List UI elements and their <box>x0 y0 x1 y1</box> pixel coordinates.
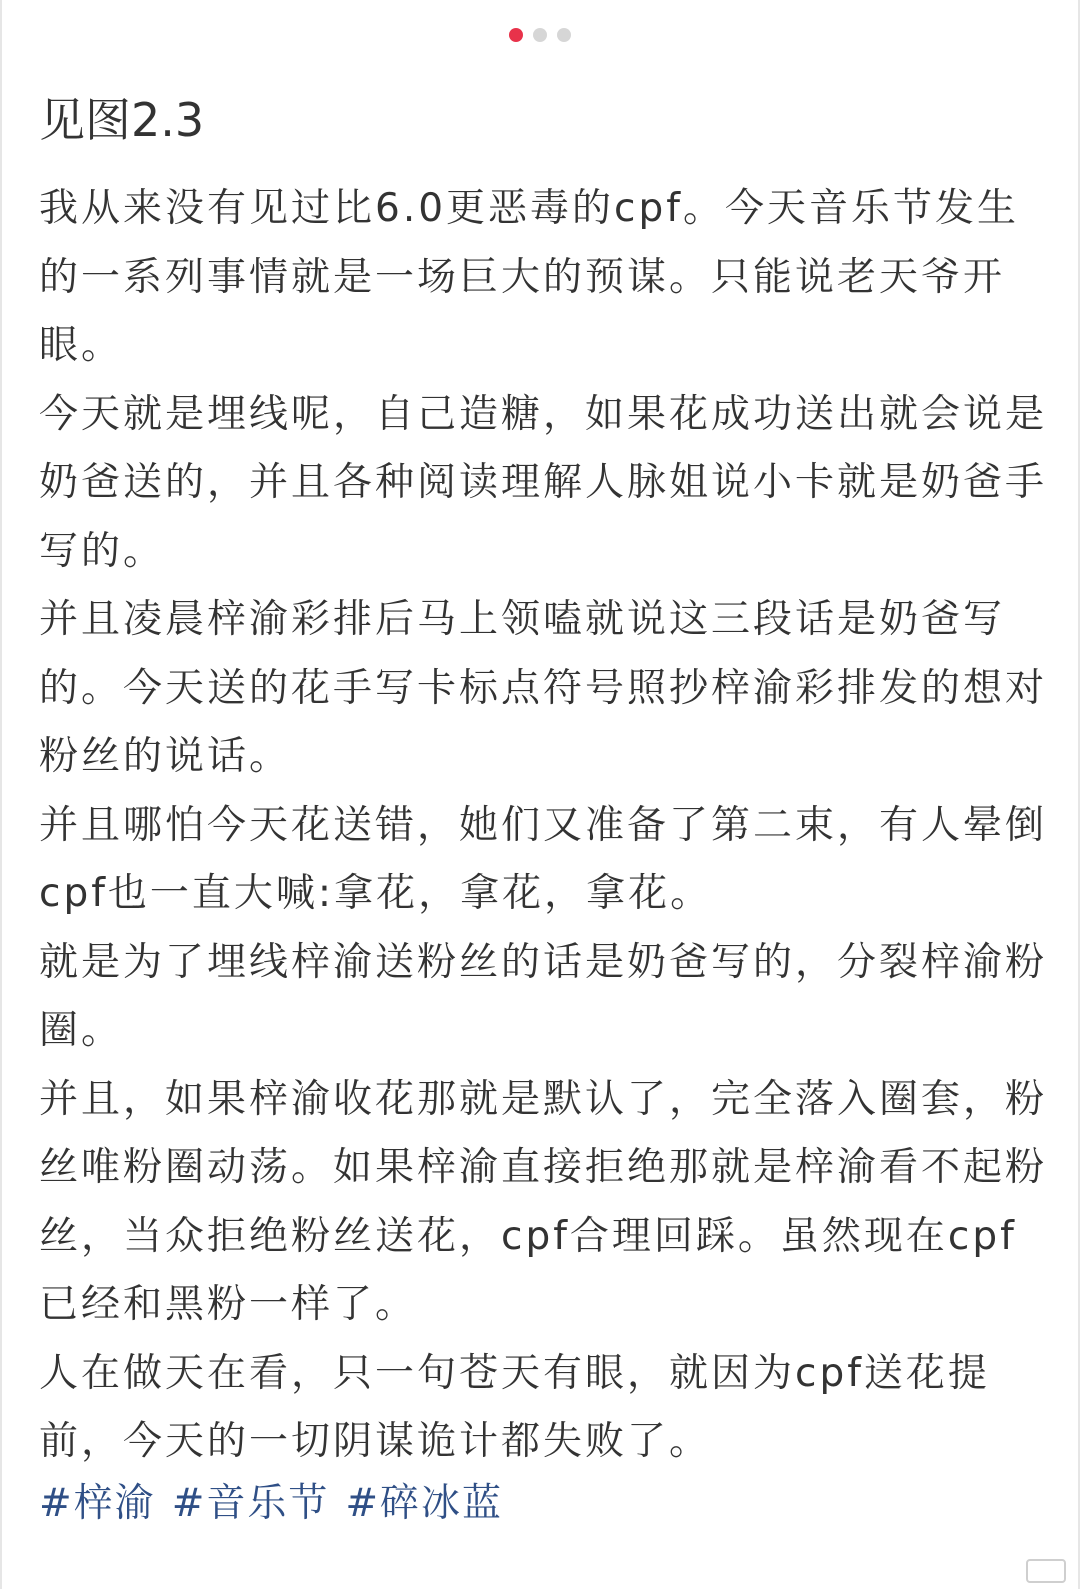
post-paragraph: 我从来没有见过比6.0更恶毒的cpf。今天音乐节发生的一系列事情就是一场巨大的预谋。只能说老天爷开眼。 <box>39 186 1019 368</box>
hashtag-link[interactable]: #音乐节 <box>171 1481 330 1526</box>
hashtag-link[interactable]: #梓渝 <box>39 1481 156 1526</box>
post-paragraph: 并且哪怕今天花送错，她们又准备了第二束，有人晕倒cpf也一直大喊:拿花，拿花，拿花。 <box>39 802 1048 916</box>
post-paragraph: 今天就是埋线呢，自己造糖，如果花成功送出就会说是奶爸送的，并且各种阅读理解人脉姐说小卡就是奶爸手写的。 <box>39 391 1048 574</box>
hashtag-link[interactable]: #碎冰蓝 <box>345 1481 504 1526</box>
post-tags <box>39 1470 503 1538</box>
pager-dot-3[interactable] <box>557 28 571 42</box>
post-paragraph: 人在做天在看，只一句苍天有眼，就因为cpf送花提前，今天的一切阴谋诡计都失败了。 <box>39 1350 990 1464</box>
pager-dot-2[interactable] <box>533 28 547 42</box>
fullscreen-icon[interactable] <box>1026 1559 1066 1583</box>
post-paragraph: 并且凌晨梓渝彩排后马上领嗑就说这三段话是奶爸写的。今天送的花手写卡标点符号照抄梓渝彩排发的想对粉丝的说话。 <box>39 597 1048 779</box>
post-body <box>39 175 1049 1477</box>
pager-dot-1[interactable] <box>509 28 523 42</box>
post-paragraph: 并且，如果梓渝收花那就是默认了，完全落入圈套，粉丝唯粉圈动荡。如果梓渝直接拒绝那就是梓渝看不起粉丝，当众拒绝粉丝送花，cpf合理回踩。虽然现在cpf已经和黑粉一样了。 <box>39 1076 1048 1327</box>
image-pager[interactable] <box>2 28 1078 42</box>
post-title: 见图2.3 <box>39 93 205 147</box>
post-paragraph: 就是为了埋线梓渝送粉丝的话是奶爸写的，分裂梓渝粉圈。 <box>39 939 1048 1053</box>
